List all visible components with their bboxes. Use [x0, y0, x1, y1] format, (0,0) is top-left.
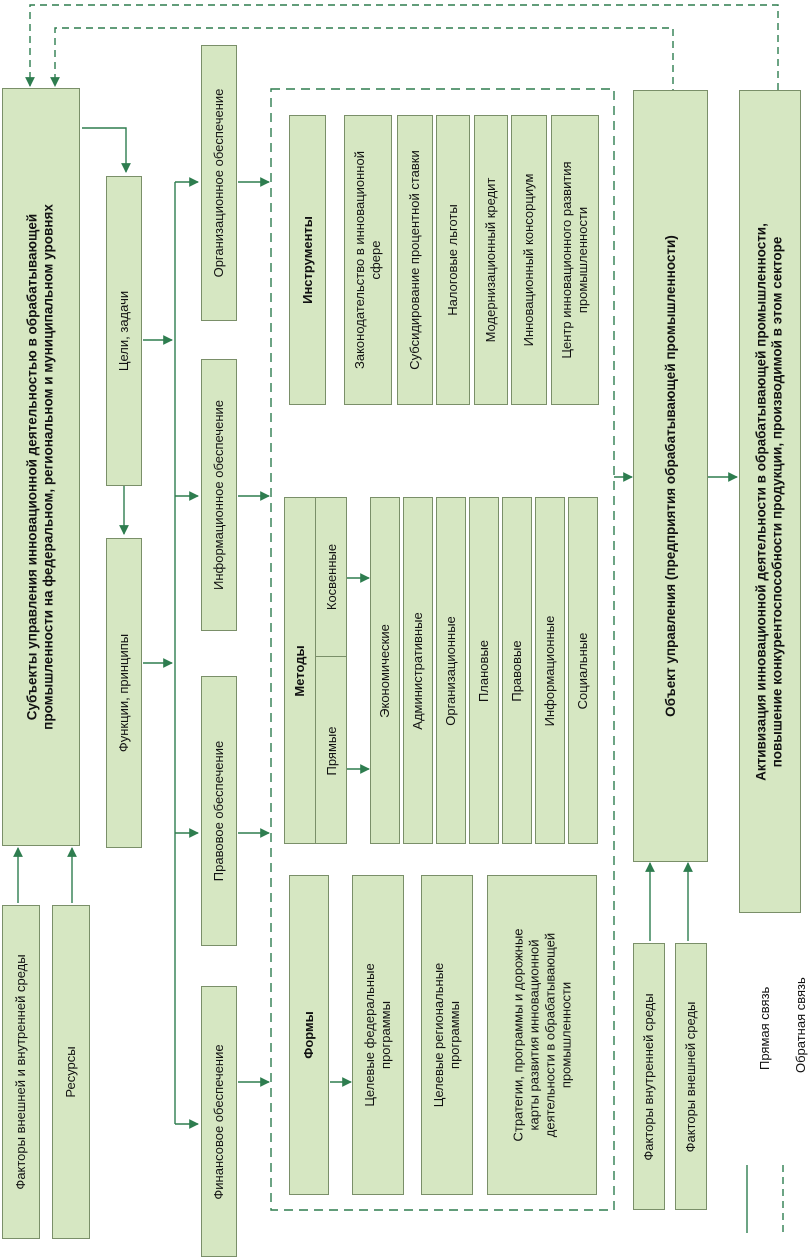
- instrument-item: [474, 115, 508, 405]
- method-item: [535, 497, 565, 844]
- method-item: [403, 497, 433, 844]
- method-item: [469, 497, 499, 844]
- resources-box: [52, 905, 90, 1239]
- method-item-label: Административные: [410, 611, 426, 730]
- forms-title-box: [289, 875, 329, 1195]
- factors-ext-int-box: [2, 905, 40, 1239]
- form-item-label: Стратегии, программы и дорожные карты развития инновационной деятельности в обрабатывающей промышленности: [510, 928, 573, 1142]
- instrument-item: [511, 115, 547, 405]
- forms-title: Формы: [301, 1011, 317, 1059]
- factors-int-label: Факторы внутренней среды: [641, 992, 657, 1161]
- methods-title-cell: [284, 497, 316, 844]
- method-item-label: Социальные: [575, 632, 591, 709]
- instrument-item-label: Центр инновационного развития промышленности: [559, 161, 590, 359]
- factors-ext-label: Факторы внешней среды: [683, 1001, 699, 1152]
- methods-direct-label: Прямые: [323, 726, 339, 775]
- instrument-item-label: Субсидирование процентной ставки: [407, 150, 423, 370]
- instrument-item: [551, 115, 599, 405]
- functions-label: Функции, принципы: [116, 633, 132, 753]
- instrument-item-label: Законодательство в инновационной сфере: [352, 151, 383, 369]
- object-label: Объект управления (предприятия обрабатывающей промышленности): [662, 235, 678, 717]
- instrument-item: [397, 115, 433, 405]
- org-support-label: Организационное обеспечение: [211, 88, 227, 278]
- legend-direct-label: Прямая связь: [757, 986, 772, 1070]
- fin-support-box: [201, 986, 237, 1257]
- factors-ext-box: [675, 943, 707, 1210]
- legal-support-box: [201, 676, 237, 946]
- method-item: [370, 497, 400, 844]
- resources-label: Ресурсы: [63, 1046, 79, 1098]
- object-box: [633, 90, 708, 862]
- method-item-label: Информационные: [542, 615, 558, 726]
- goals-label: Цели, задачи: [116, 290, 132, 372]
- fin-support-label: Финансовое обеспечение: [211, 1043, 227, 1200]
- instrument-item-label: Модернизационный кредит: [483, 177, 499, 343]
- factors-int-box: [633, 943, 665, 1210]
- instrument-item: [436, 115, 470, 405]
- arrow-subjects-goals: [82, 128, 126, 172]
- method-item-label: Экономические: [377, 623, 393, 718]
- feedback-loop-inner: [55, 28, 673, 108]
- form-item: [487, 875, 597, 1195]
- method-item: [502, 497, 532, 844]
- form-item-label: Целевые федеральные программы: [362, 963, 393, 1107]
- methods-direct-cell: [316, 657, 347, 844]
- instrument-item-label: Налоговые льготы: [445, 204, 461, 316]
- method-item: [568, 497, 598, 844]
- instrument-item: [344, 115, 392, 405]
- methods-indirect-cell: [316, 497, 347, 657]
- methods-title: Методы: [291, 644, 307, 697]
- method-item-label: Плановые: [476, 639, 492, 702]
- factors-ext-int-label: Факторы внешней и внутренней среды: [13, 954, 29, 1190]
- goals-box: [106, 176, 142, 486]
- methods-indirect-label: Косвенные: [323, 543, 339, 610]
- subjects-label: Субъекты управления инновационной деятельностью в обрабатывающей промышленности на федеральном, региональном и муниципальном уровнях: [24, 204, 56, 730]
- legend-feedback-label: Обратная связь: [793, 977, 808, 1073]
- org-support-box: [201, 45, 237, 321]
- instruments-title: Инструменты: [299, 216, 315, 304]
- legal-support-label: Правовое обеспечение: [211, 740, 227, 882]
- result-box: [739, 90, 801, 913]
- instruments-title-box: [289, 115, 326, 405]
- form-item: [421, 875, 473, 1195]
- form-item-label: Целевые региональные программы: [431, 962, 462, 1108]
- subjects-box: [2, 88, 80, 846]
- result-label: Активизация инновационной деятельности в обрабатывающей промышленности, повышение конкурентоспособности продукции, производимой в этом секторе: [753, 222, 785, 781]
- functions-box: [106, 538, 142, 848]
- form-item: [352, 875, 404, 1195]
- info-support-box: [201, 359, 237, 631]
- method-item: [436, 497, 466, 844]
- method-item-label: Правовые: [509, 639, 525, 702]
- feedback-loop-outer: [30, 5, 778, 90]
- info-support-label: Информационное обеспечение: [211, 400, 227, 590]
- instrument-item-label: Инновационный консорциум: [521, 173, 537, 347]
- method-item-label: Организационные: [443, 615, 459, 726]
